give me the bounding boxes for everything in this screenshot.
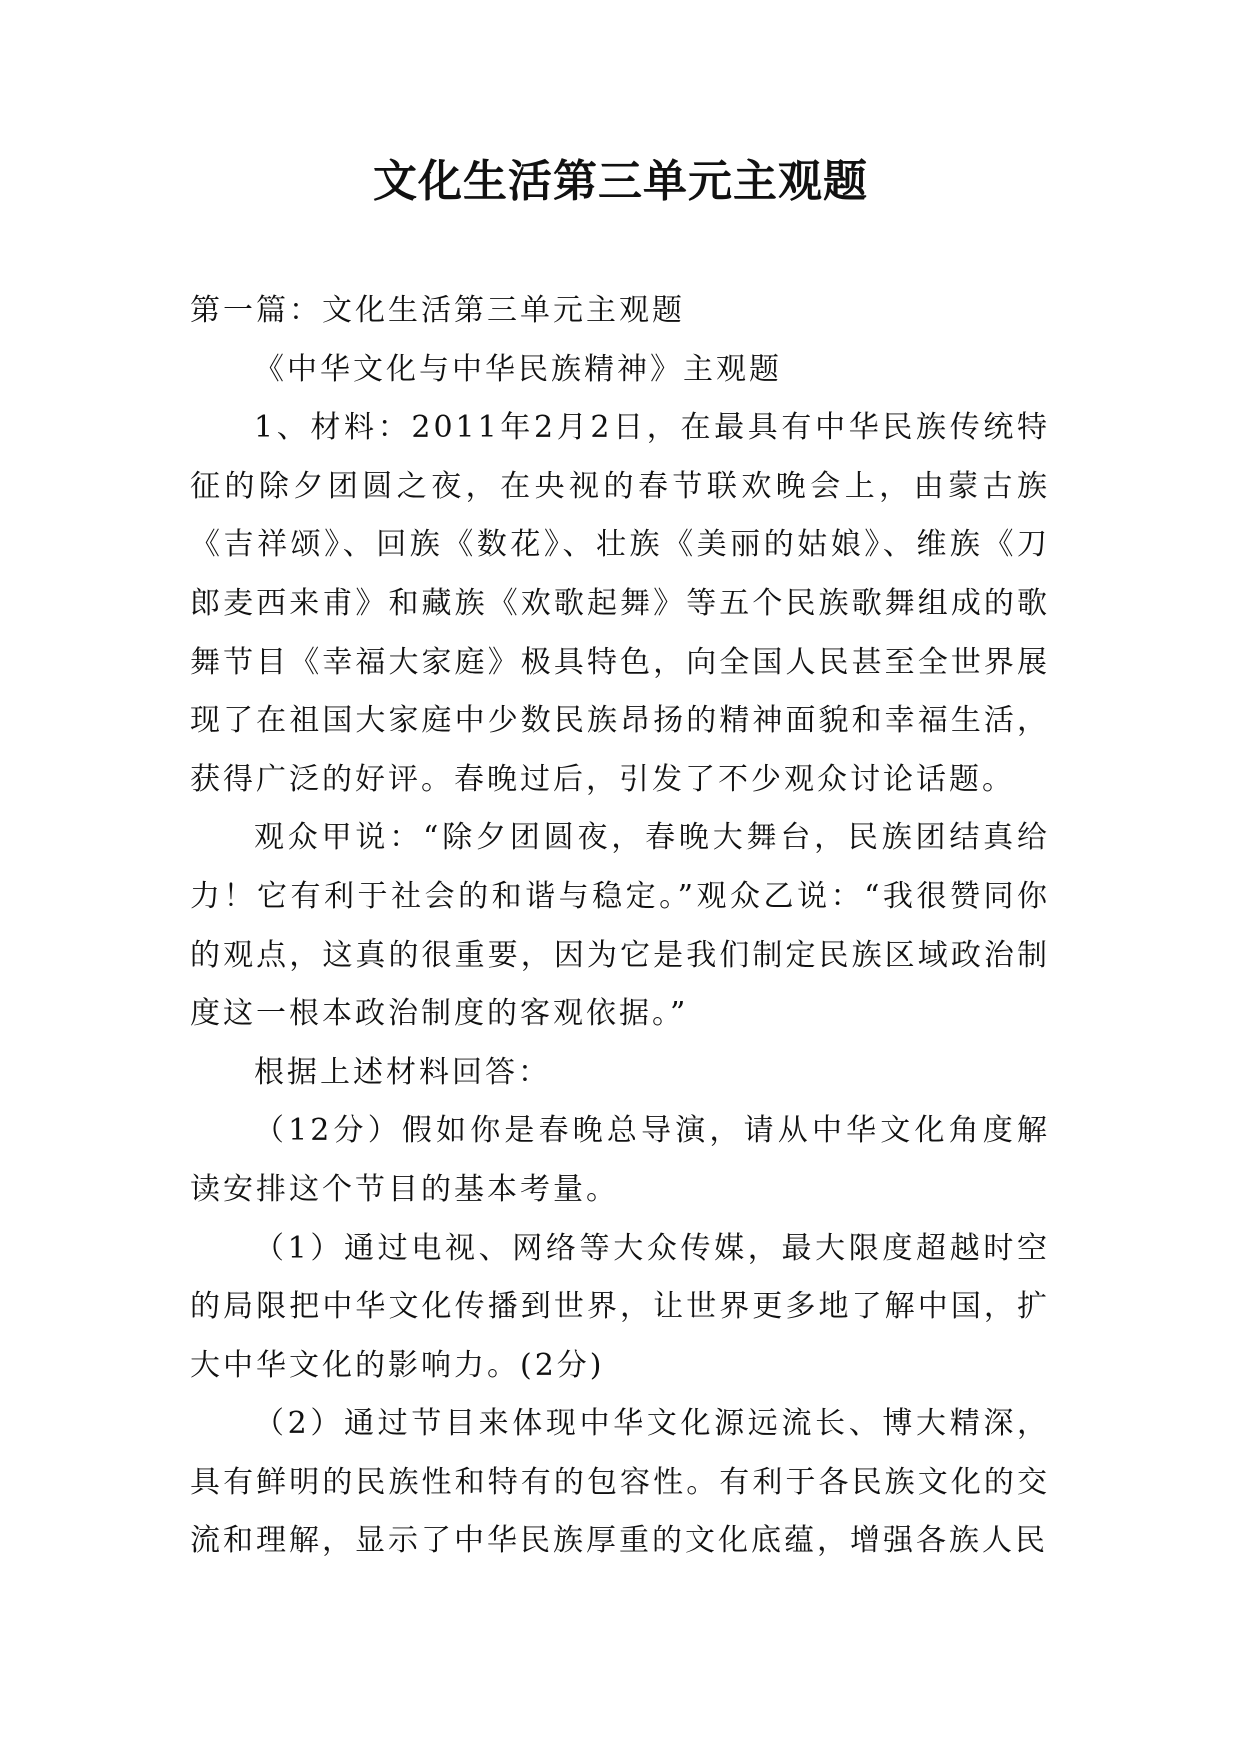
question-instruction: 根据上述材料回答： bbox=[254, 1054, 551, 1090]
section-heading: 第一篇：文化生活第三单元主观题 bbox=[190, 293, 685, 328]
answer-point-1: （1）通过电视、网络等大众传媒，最大限度超越时空的局限把中华文化传播到世界，让世界更多地了解中国，扩大中华文化的影响力。(2分) bbox=[190, 1230, 1050, 1383]
question-prompt: （12分）假如你是春晚总导演，请从中华文化角度解读安排这个节目的基本考量。 bbox=[190, 1113, 1050, 1207]
question-material-paragraph: 1、材料：2011年2月2日，在最具有中华民族传统特征的除夕团圆之夜，在央视的春节联欢晚会上，由蒙古族《吉祥颂》、回族《数花》、壮族《美丽的姑娘》、维族《刀郎麦西来甫》和藏族《欢歌起舞》等五个民族歌舞组成的歌舞节目《幸福大家庭》极具特色，向全国人民甚至全世界展现了在祖国大家庭中少数民族昂扬的精神面貌和幸福生活，获得广泛的好评。春晚过后，引发了不少观众讨论话题。 bbox=[190, 410, 1050, 797]
answer-point-2: （2）通过节目来体现中华文化源远流长、博大精深，具有鲜明的民族性和特有的包容性。有利于各民族文化的交流和理解，显示了中华民族厚重的文化底蕴，增强各族人民 bbox=[190, 1406, 1050, 1559]
document-body bbox=[190, 282, 1050, 1571]
audience-comments-paragraph: 观众甲说：“除夕团圆夜，春晚大舞台，民族团结真给力！它有利于社会的和谐与稳定。”观众乙说：“我很赞同你的观点，这真的很重要，因为它是我们制定民族区域政治制度这一根本政治制度的客观依据。” bbox=[190, 820, 1050, 1032]
subsection-heading: 《中华文化与中华民族精神》主观题 bbox=[254, 351, 782, 387]
document-title: 文化生活第三单元主观题 bbox=[373, 156, 868, 207]
